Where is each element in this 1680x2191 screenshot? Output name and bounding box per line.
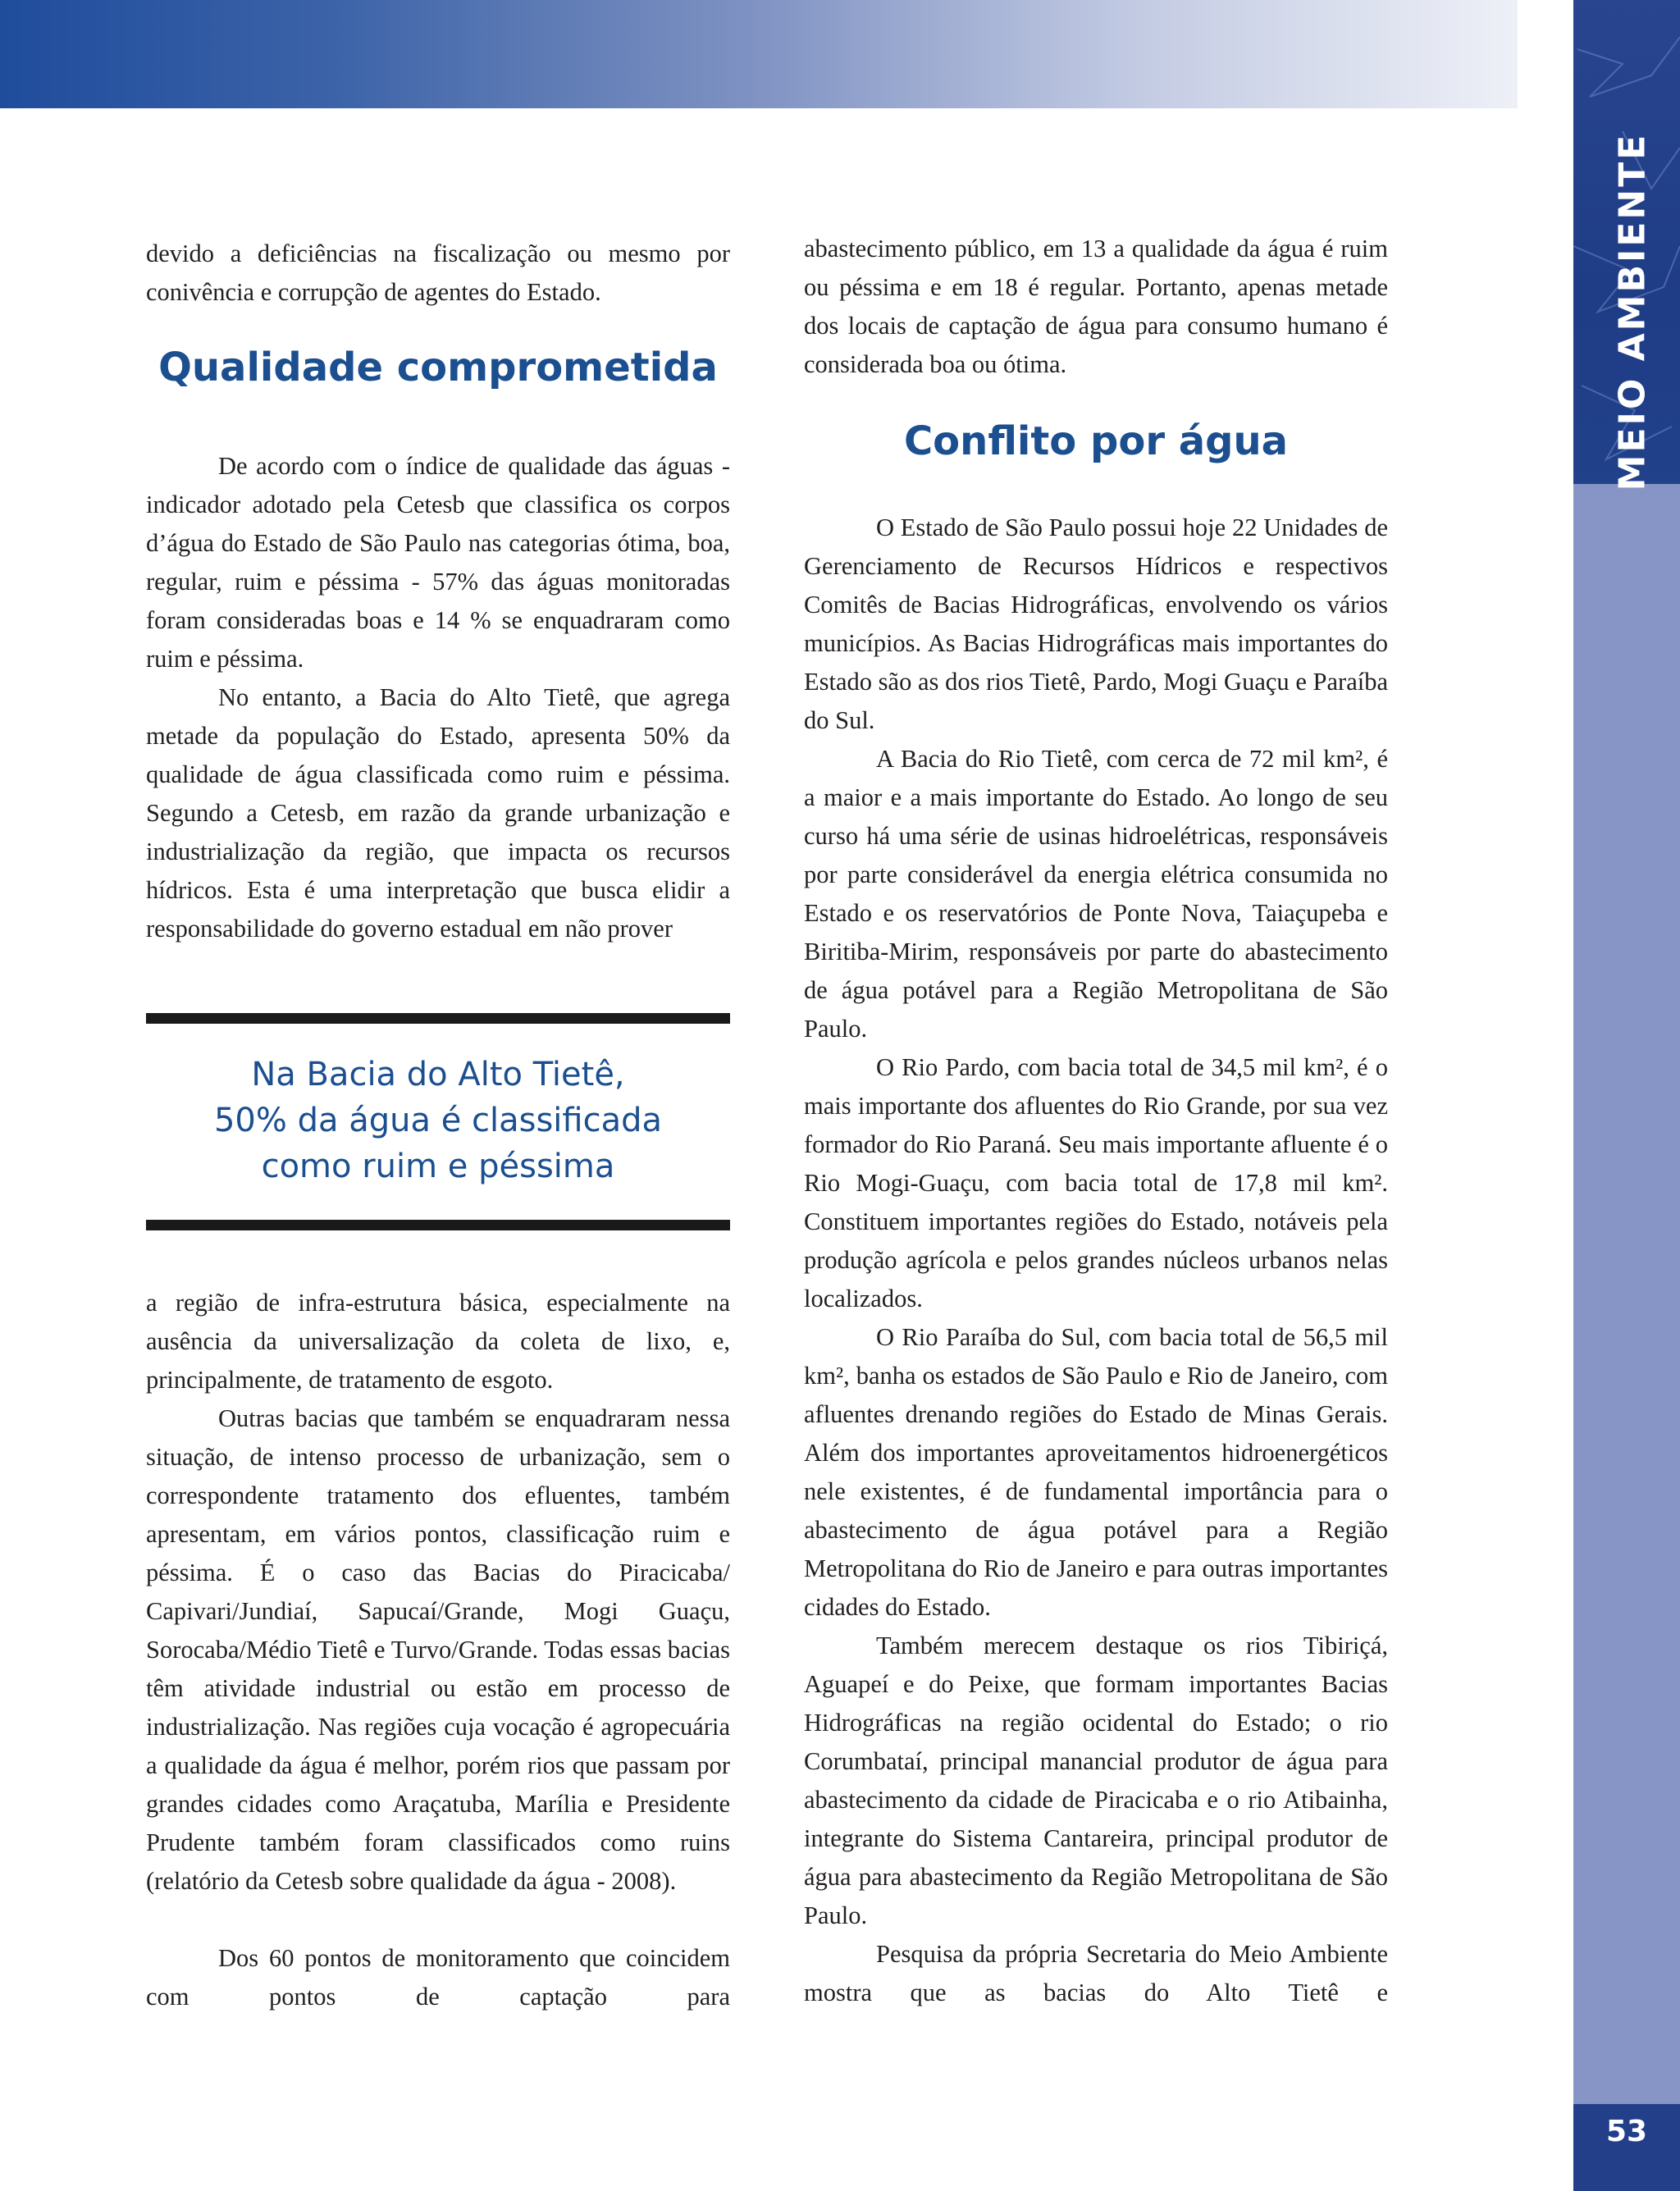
pull-quote — [146, 1052, 730, 1189]
right-paragraph-3: O Rio Pardo, com bacia total de 34,5 mil km², é o mais importante dos afluentes do Rio Grande, por sua vez formador do Rio Paraná. Seu mais importante afluente é o Rio Mogi-Guaçu, com bacia total de 17,8 mil km². Constituem importantes regiões do Estado, notáveis pela produção agrícola e pelos grandes núcleos urbanos nelas localizados. — [804, 1053, 1388, 1312]
heading-conflito: Conflito por água — [903, 418, 1289, 464]
left-paragraph-4: Outras bacias que também se enquadraram nessa situação, de intenso processo de urbanização, sem o correspondente tratamento dos efluentes, também apresentam, em vários pontos, classificação ruim e péssima. É o caso das Bacias do Piracicaba/ Capivari/Jundiaí, Sapucaí/Grande, Mogi Guaçu, Sorocaba/Médio Tietê e Turvo/Grande. Todas essas bacias têm atividade industrial ou estão em processo de industrialização. Nas regiões cuja vocação é agropecuária a qualidade da água é melhor, porém rios que passam por grandes cidades como Araçatuba, Marília e Presidente Prudente também foram classificados como ruins (relatório da Cetesb sobre qualidade da água - 2008). — [146, 1404, 730, 1895]
heading-qualidade: Qualidade comprometida — [158, 345, 718, 390]
left-paragraph-5: Dos 60 pontos de monitoramento que coincidem com pontos de captação para — [146, 1944, 730, 2011]
left-paragraph-0: devido a deficiências na fiscalização ou mesmo por conivência e corrupção de agentes do Estado. — [146, 240, 730, 306]
right-paragraph-5: Também merecem destaque os rios Tibiriçá, Aguapeí e do Peixe, que formam importantes Bacias Hidrográficas na região ocidental do Estado; o rio Corumbataí, principal manancial produtor de água para abastecimento da cidade de Piracicaba e o rio Atibainha, integrante do Sistema Cantareira, principal produtor de água para abastecimento da Região Metropolitana de São Paulo. — [804, 1632, 1388, 1929]
right-paragraph-0: abastecimento público, em 13 a qualidade da água é ruim ou péssima e em 18 é regular. Portanto, apenas metade dos locais de captação de água para consumo humano é considerada boa ou ótima. — [804, 235, 1388, 378]
pull-quote-line-3: como ruim e péssima — [261, 1148, 615, 1185]
quote-rule-top — [146, 1013, 730, 1024]
pull-quote-line-2: 50% da água é classificada — [213, 1102, 663, 1139]
left-paragraph-3: a região de infra-estrutura básica, especialmente na ausência da universalização da coleta de lixo, e, principalmente, de tratamento de esgoto. — [146, 1289, 730, 1394]
section-label: MEIO AMBIENTE — [1611, 132, 1654, 491]
right-paragraph-6: Pesquisa da própria Secretaria do Meio Ambiente mostra que as bacias do Alto Tietê e — [804, 1940, 1388, 2006]
header-gradient-band — [0, 0, 1518, 108]
quote-rule-bottom — [146, 1220, 730, 1230]
left-paragraph-2: No entanto, a Bacia do Alto Tietê, que agrega metade da população do Estado, apresenta 50% da qualidade de água classificada como ruim e péssima. Segundo a Cetesb, em razão da grande urbanização e industrialização da região, que impacta os recursos hídricos. Esta é uma interpretação que busca elidir a responsabilidade do governo estadual em não prover — [146, 683, 730, 943]
right-paragraph-4: O Rio Paraíba do Sul, com bacia total de 56,5 mil km², banha os estados de São Paulo e Rio de Janeiro, com afluentes drenando regiões do Estado de Minas Gerais. Além dos importantes aproveitamentos hidroenergéticos nele existentes, é de fundamental importância para o abastecimento de água potável para a Região Metropolitana do Rio de Janeiro e para outras importantes cidades do Estado. — [804, 1323, 1388, 1621]
pull-quote-line-1: Na Bacia do Alto Tietê, — [251, 1056, 625, 1093]
left-paragraph-1: De acordo com o índice de qualidade das águas - indicador adotado pela Cetesb que classifica os corpos d’água do Estado de São Paulo nas categorias ótima, boa, regular, ruim e péssima - 57% das águas monitoradas foram consideradas boas e 14 % se enquadraram como ruim e péssima. — [146, 452, 730, 673]
right-paragraph-2: A Bacia do Rio Tietê, com cerca de 72 mil km², é a maior e a mais importante do Estado. Ao longo de seu curso há uma série de usinas hidroelétricas, responsáveis por parte considerável da energia elétrica consumida no Estado e os reservatórios de Ponte Nova, Taiaçupeba e Biritiba-Mirim, responsáveis por parte do abastecimento de água potável para a Região Metropolitana de São Paulo. — [804, 745, 1388, 1043]
right-paragraph-1: O Estado de São Paulo possui hoje 22 Unidades de Gerenciamento de Recursos Hídricos e respectivos Comitês de Bacias Hidrográficas, envolvendo os vários municípios. As Bacias Hidrográficas mais importantes do Estado são as dos rios Tietê, Pardo, Mogi Guaçu e Paraíba do Sul. — [804, 514, 1388, 734]
page-number: 53 — [1605, 2115, 1648, 2148]
